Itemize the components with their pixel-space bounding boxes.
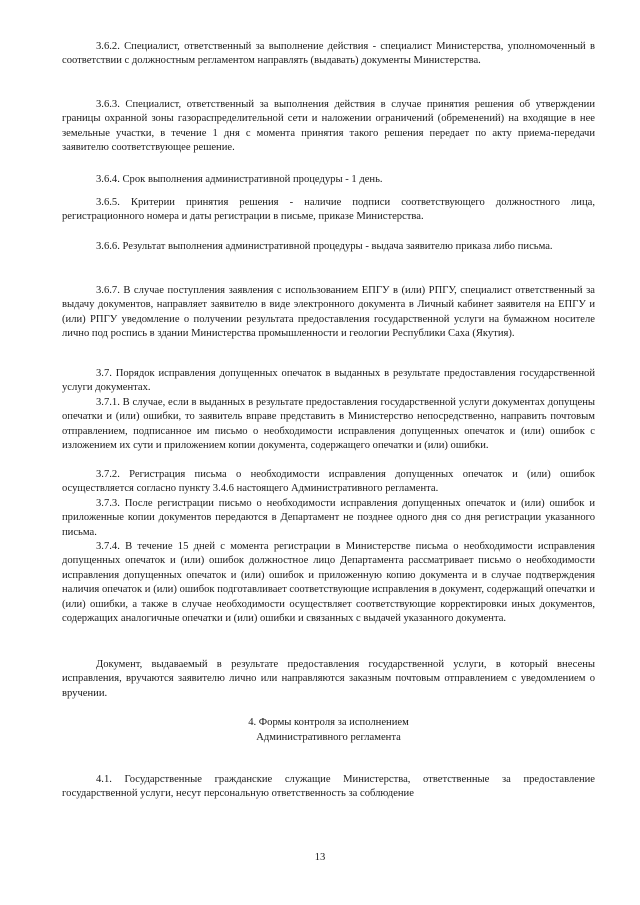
page-number: 13 [314, 852, 326, 863]
paragraph-3-7-4: 3.7.4. В течение 15 дней с момента регистрации в Министерстве письма о необходимости исправления допущенных опечаток и (или) ошибок должностное лицо Департамента рассматривает письмо о необходимости исправления допущенных опечаток и (или) ошибок и приложенную копию документа и в случае подтверждения наличия опечаток и (или) ошибок подготавливает соответствующие исправления в документ, содержащий опечатки и (или) ошибки, а также в случае необходимости осуществляет соответствующие корректировки иных документов, содержащих аналогичные опечатки и (или) ошибки и связанных с выдачей указанного документа. [62, 541, 595, 625]
paragraph-3-6-6: 3.6.6. Результат выполнения административной процедуры - выдача заявителю приказа либо письма. [96, 241, 553, 252]
paragraph-3-7-2: 3.7.2. Регистрация письма о необходимости исправления допущенных опечаток и (или) ошибок осуществляется согласно пункту 3.4.6 настоящего Административного регламента. [62, 469, 595, 495]
paragraph-3-7: 3.7. Порядок исправления допущенных опечаток в выданных в результате предоставления государственной услуги документах. [62, 368, 595, 394]
paragraph-3-6-4: 3.6.4. Срок выполнения административной процедуры - 1 день. [96, 174, 383, 185]
paragraph-3-7-3: 3.7.3. После регистрации письмо о необходимости исправления допущенных опечаток и (или) ошибок и приложенные копии документов передаются в Департамент не позднее одного дня со дня регистрации указанного письма. [62, 498, 595, 538]
paragraph-3-6-7: 3.6.7. В случае поступления заявления с использованием ЕПГУ в (или) РПГУ, специалист ответственный за выдачу документов, направляет заявителю в виде электронного документа в Личный кабинет заявителя на ЕПГУ и (или) РПГУ уведомление о получении результата предоставления государственной услуги на бумажном носителе лично под роспись в здании Министерства промышленности и геологии Республики Саха (Якутия). [62, 285, 595, 340]
paragraph-3-6-5: 3.6.5. Критерии принятия решения - наличие подписи соответствующего должностного лица, регистрационного номера и даты регистрации в письме, приказе Министерства. [62, 197, 595, 223]
section-4-title-line2: Административного регламента [256, 732, 401, 743]
paragraph-4-1: 4.1. Государственные гражданские служащие Министерства, ответственные за предоставление государственной услуги, несут персональную ответственность за соблюдение [62, 774, 595, 800]
paragraph-3-6-3: 3.6.3. Специалист, ответственный за выполнения действия в случае принятия решения об утверждении границы охранной зоны газораспределительной сети и наложении ограничений (обременений) на входящие в нее земельные участки, в течение 1 дня с момента принятия такого решения передает по акту приема-передачи заявителю соответствующее решение. [62, 99, 595, 154]
paragraph-3-6-2: 3.6.2. Специалист, ответственный за выполнение действия - специалист Министерства, уполномоченный в соответствии с должностным регламентом направлять (выдавать) документы Министерства. [62, 41, 595, 67]
paragraph-corrected-document: Документ, выдаваемый в результате предоставления государственной услуги, в который внесены исправления, вручаются заявителю лично или направляются заказным почтовым отправлением с уведомлением о вручении. [62, 659, 595, 699]
paragraph-3-7-1: 3.7.1. В случае, если в выданных в результате предоставления государственной услуги документах допущены опечатки и (или) ошибки, то заявитель вправе представить в Министерство непосредственно, направить почтовым отправлением, подписанное им письмо о необходимости исправления допущенных опечаток и (или) ошибок с изложением их сути и приложением копии документа, содержащего опечатки и (или) ошибки. [62, 397, 595, 452]
section-4-title-line1: 4. Формы контроля за исполнением [248, 717, 409, 728]
